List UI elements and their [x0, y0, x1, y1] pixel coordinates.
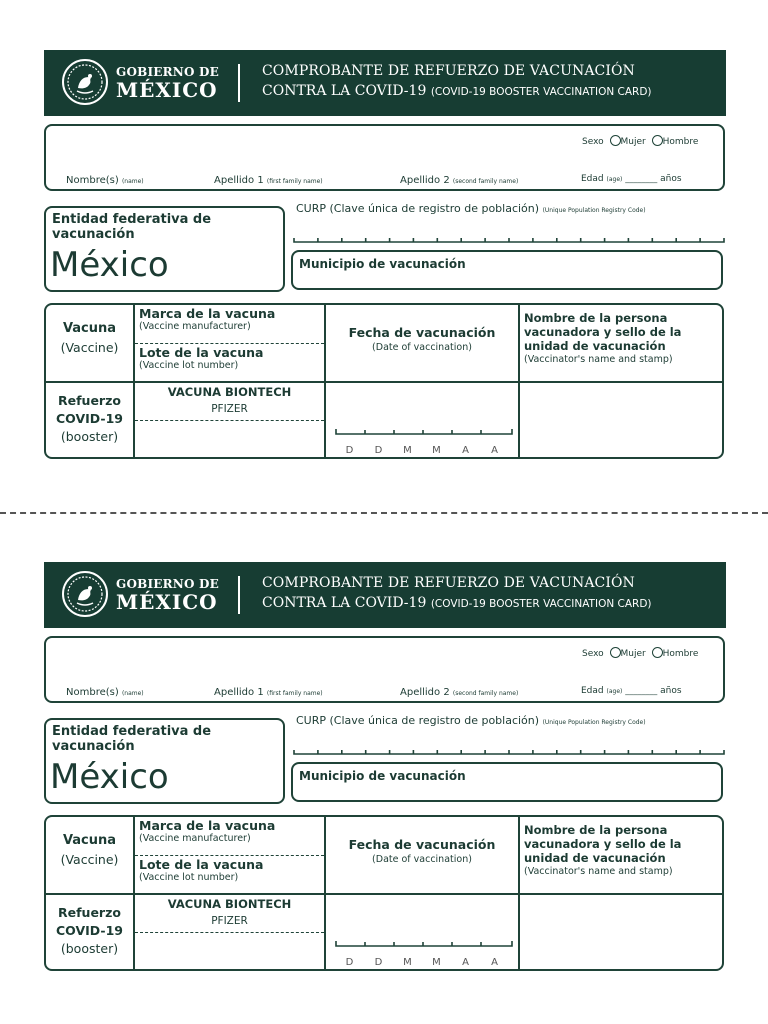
municipio-box[interactable]: [291, 762, 723, 802]
date-input-line: [334, 427, 516, 437]
nombre-field[interactable]: [66, 687, 144, 698]
curp-label: [296, 202, 646, 215]
mexico-coat-of-arms-icon: [62, 571, 108, 617]
refuerzo-label-en: (booster): [60, 941, 119, 956]
apellido2-label: Apellido 2: [400, 687, 450, 698]
vaccine-table: [44, 303, 724, 459]
date-letter: M: [432, 445, 441, 456]
date-letter: D: [345, 957, 354, 968]
fecha-header: [326, 325, 518, 355]
card-subtitle-es: CONTRA LA COVID-19: [262, 83, 427, 99]
entidad-label-line2: vacunación: [52, 739, 135, 754]
vacuna-header: [46, 319, 133, 357]
marca-label: Marca de la vacuna: [139, 818, 276, 833]
vaccinator-stamp-cell[interactable]: [520, 895, 724, 971]
header-divider: [238, 64, 240, 102]
vaccine-table: [44, 815, 724, 971]
nombre-field[interactable]: [66, 175, 144, 186]
refuerzo-header: [46, 904, 133, 958]
entidad-label: [52, 724, 211, 754]
nombre-label: Nombre(s): [66, 687, 119, 698]
refuerzo-label-line2: COVID-19: [56, 411, 123, 426]
marca-label: Marca de la vacuna: [139, 306, 276, 321]
apellido2-label: Apellido 2: [400, 175, 450, 186]
vaccination-card-2: [0, 562, 768, 992]
hombre-radio[interactable]: [652, 647, 663, 658]
gobierno-line2: MÉXICO: [116, 78, 218, 102]
edad-blank: ________: [625, 174, 658, 183]
apellido2-label-en: (second family name): [452, 178, 519, 185]
marca-header: [139, 819, 275, 845]
date-letter: A: [491, 445, 498, 456]
edad-field[interactable]: [581, 174, 682, 184]
refuerzo-label-line2: COVID-19: [56, 923, 123, 938]
entidad-box: [44, 718, 285, 804]
fecha-label-en: (Date of vaccination): [372, 342, 472, 353]
vacunador-label-line2: vacunadora y sello de la: [524, 837, 682, 851]
date-letter: M: [403, 445, 412, 456]
entidad-label-line2: vacunación: [52, 227, 135, 242]
apellido1-field[interactable]: [214, 687, 323, 698]
refuerzo-label-line1: Refuerzo: [58, 905, 121, 920]
vacunador-label-line3: unidad de vacunación: [524, 339, 666, 353]
curp-label-es: CURP (Clave única de registro de población): [296, 714, 540, 727]
municipio-box[interactable]: [291, 250, 723, 290]
apellido1-label: Apellido 1: [214, 687, 264, 698]
edad-label-en: (age): [606, 688, 623, 695]
entidad-label-line1: Entidad federativa de: [52, 212, 212, 227]
card-header: [44, 50, 726, 116]
mujer-radio[interactable]: [610, 647, 621, 658]
date-input-line: [334, 939, 516, 949]
hombre-label: Hombre: [662, 137, 699, 147]
card-subtitle: [262, 83, 652, 99]
vacuna-label: Vacuna: [62, 833, 117, 848]
date-format-hint: [335, 438, 509, 457]
anos-label: años: [660, 174, 682, 184]
date-letter: A: [462, 445, 469, 456]
fecha-header: [326, 837, 518, 867]
table-dashed-divider: [135, 932, 324, 933]
municipio-label: Municipio de vacunación: [299, 257, 466, 271]
entidad-value: México: [50, 757, 169, 797]
edad-label: Edad: [581, 686, 604, 696]
brand-value: VACUNA BIONTECH: [167, 385, 292, 399]
curp-input-line[interactable]: [292, 236, 726, 244]
header-divider: [238, 576, 240, 614]
lote-label-en: (Vaccine lot number): [139, 360, 239, 371]
vacunador-label-line2: vacunadora y sello de la: [524, 325, 682, 339]
apellido1-label-en: (first family name): [266, 690, 323, 697]
card-header: [44, 562, 726, 628]
vacuna-label-en: (Vaccine): [60, 852, 119, 867]
refuerzo-header: [46, 392, 133, 446]
mujer-radio[interactable]: [610, 135, 621, 146]
apellido2-label-en: (second family name): [452, 690, 519, 697]
personal-data-box: [44, 124, 725, 191]
date-cell[interactable]: [326, 383, 518, 459]
hombre-label: Hombre: [662, 649, 699, 659]
vacunador-header: [524, 823, 681, 879]
vacuna-header: [46, 831, 133, 869]
edad-field[interactable]: [581, 686, 682, 696]
card-subtitle: [262, 595, 652, 611]
municipio-label: Municipio de vacunación: [299, 769, 466, 783]
sexo-label: Sexo: [582, 137, 604, 147]
date-letter: M: [432, 957, 441, 968]
anos-label: años: [660, 686, 682, 696]
vacunador-label-line3: unidad de vacunación: [524, 851, 666, 865]
nombre-label-en: (name): [121, 178, 144, 185]
hombre-radio[interactable]: [652, 135, 663, 146]
nombre-label-en: (name): [121, 690, 144, 697]
sex-field: [582, 135, 698, 147]
vacuna-label-en: (Vaccine): [60, 340, 119, 355]
apellido1-label: Apellido 1: [214, 175, 264, 186]
card-subtitle-en: (COVID-19 BOOSTER VACCINATION CARD): [430, 598, 652, 610]
lote-label-en: (Vaccine lot number): [139, 872, 239, 883]
fecha-label: Fecha de vacunación: [348, 325, 496, 340]
curp-label: [296, 714, 646, 727]
vacunador-label-en: (Vaccinator's name and stamp): [524, 354, 673, 365]
brand-cell[interactable]: [135, 896, 324, 930]
edad-label-en: (age): [606, 176, 623, 183]
vaccinator-stamp-cell[interactable]: [520, 383, 724, 459]
brand-value: VACUNA BIONTECH: [167, 897, 292, 911]
lote-label: Lote de la vacuna: [139, 857, 264, 872]
date-letter: A: [462, 957, 469, 968]
gobierno-line1: GOBIERNO DE: [116, 577, 219, 591]
date-format-hint: [335, 950, 509, 969]
table-dashed-divider: [135, 855, 324, 856]
mujer-label: Mujer: [620, 649, 646, 659]
date-letter: D: [374, 957, 383, 968]
gobierno-line2: MÉXICO: [116, 590, 218, 614]
edad-label: Edad: [581, 174, 604, 184]
table-dashed-divider: [135, 420, 324, 421]
cut-line: [0, 512, 768, 514]
gobierno-line1: GOBIERNO DE: [116, 65, 219, 79]
brand-value-2: PFIZER: [211, 403, 248, 415]
date-letter: M: [403, 957, 412, 968]
sexo-label: Sexo: [582, 649, 604, 659]
curp-label-es: CURP (Clave única de registro de población): [296, 202, 540, 215]
entidad-label: [52, 212, 211, 242]
fecha-label: Fecha de vacunación: [348, 837, 496, 852]
entidad-box: [44, 206, 285, 292]
apellido2-field[interactable]: [400, 687, 518, 698]
date-letter: D: [374, 445, 383, 456]
vacunador-label-en: (Vaccinator's name and stamp): [524, 866, 673, 877]
fecha-label-en: (Date of vaccination): [372, 854, 472, 865]
card-title: COMPROBANTE DE REFUERZO DE VACUNACIÓN: [262, 575, 635, 591]
marca-header: [139, 307, 275, 333]
vaccination-card-1: [0, 50, 768, 480]
lote-header: [139, 346, 263, 372]
lote-label: Lote de la vacuna: [139, 345, 264, 360]
apellido2-field[interactable]: [400, 175, 518, 186]
table-dashed-divider: [135, 343, 324, 344]
vacunador-label-line1: Nombre de la persona: [524, 311, 668, 325]
date-cell[interactable]: [326, 895, 518, 971]
curp-label-en: (Unique Population Registry Code): [542, 207, 646, 214]
apellido1-label-en: (first family name): [266, 178, 323, 185]
refuerzo-label-line1: Refuerzo: [58, 393, 121, 408]
refuerzo-label-en: (booster): [60, 429, 119, 444]
vacunador-label-line1: Nombre de la persona: [524, 823, 668, 837]
card-subtitle-en: (COVID-19 BOOSTER VACCINATION CARD): [430, 86, 652, 98]
apellido1-field[interactable]: [214, 175, 323, 186]
marca-label-en: (Vaccine manufacturer): [139, 833, 251, 844]
edad-blank: ________: [625, 686, 658, 695]
date-letter: A: [491, 957, 498, 968]
sex-field: [582, 647, 698, 659]
vacuna-label: Vacuna: [62, 321, 117, 336]
mexico-coat-of-arms-icon: [62, 59, 108, 105]
entidad-label-line1: Entidad federativa de: [52, 724, 212, 739]
date-letter: D: [345, 445, 354, 456]
personal-data-box: [44, 636, 725, 703]
card-title: COMPROBANTE DE REFUERZO DE VACUNACIÓN: [262, 63, 635, 79]
nombre-label: Nombre(s): [66, 175, 119, 186]
entidad-value: México: [50, 245, 169, 285]
marca-label-en: (Vaccine manufacturer): [139, 321, 251, 332]
mujer-label: Mujer: [620, 137, 646, 147]
card-subtitle-es: CONTRA LA COVID-19: [262, 595, 427, 611]
lote-header: [139, 858, 263, 884]
vacunador-header: [524, 311, 681, 367]
brand-value-2: PFIZER: [211, 915, 248, 927]
curp-label-en: (Unique Population Registry Code): [542, 719, 646, 726]
brand-cell[interactable]: [135, 384, 324, 418]
curp-input-line[interactable]: [292, 748, 726, 756]
